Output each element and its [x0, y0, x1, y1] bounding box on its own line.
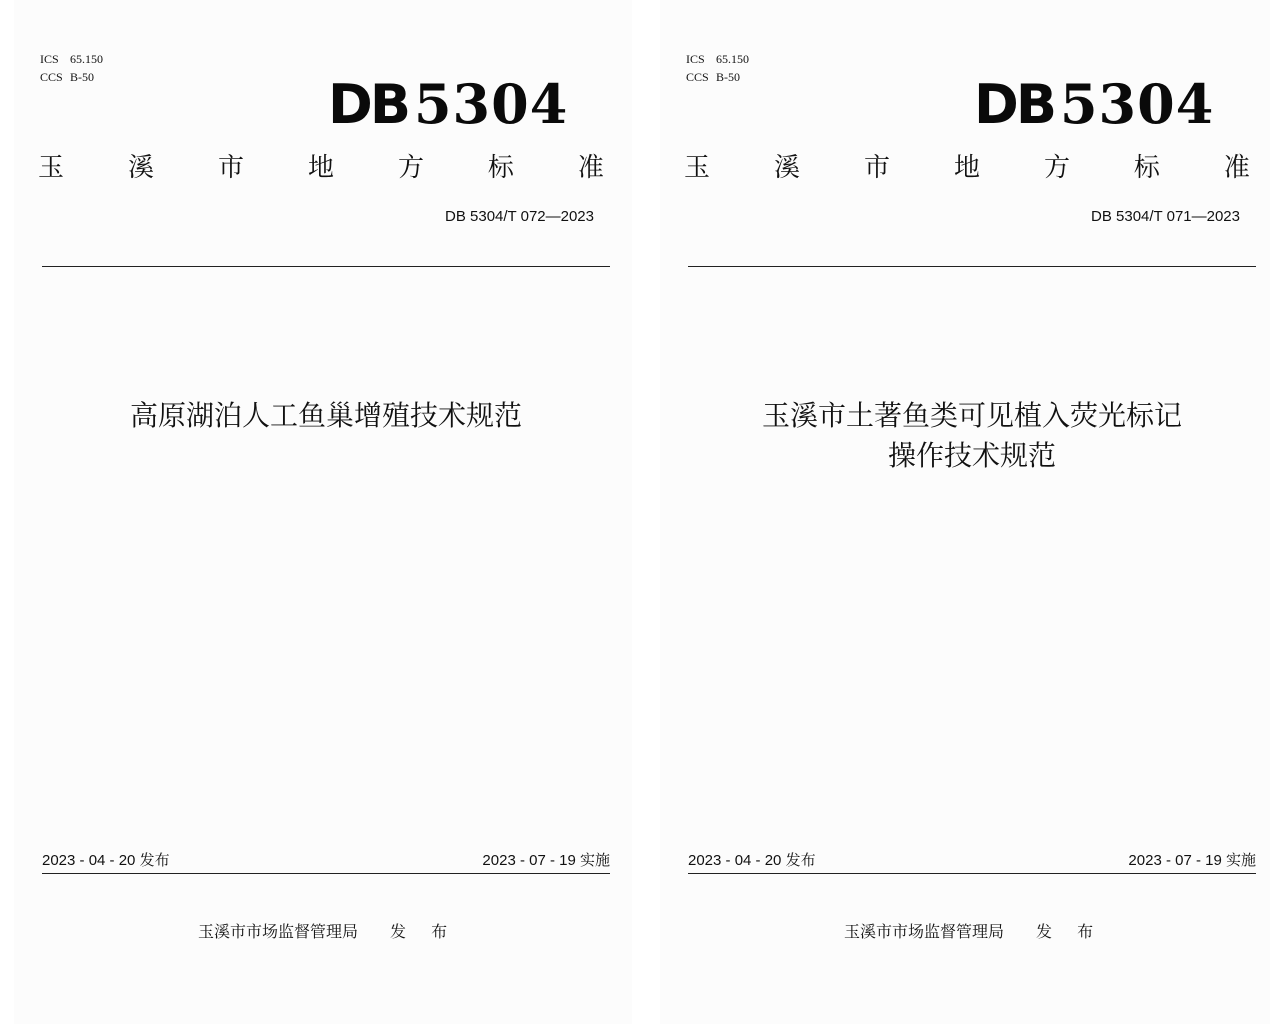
local-standard-heading — [38, 148, 604, 188]
divider-bottom — [688, 873, 1256, 874]
logo-prefix: DB — [974, 73, 1054, 136]
effective-date: 2023 - 07 - 19 实施 — [482, 852, 610, 869]
heading-char: 玉 — [684, 153, 711, 183]
publish-label: 发 布 — [390, 922, 458, 941]
publish-label: 发 布 — [1036, 922, 1104, 941]
local-standard-heading — [684, 148, 1250, 188]
ics-label: ICS — [686, 52, 705, 66]
standard-number: DB 5304/T 072—2023 — [445, 208, 594, 225]
ccs-value: B-50 — [70, 70, 94, 84]
heading-char: 方 — [1043, 153, 1070, 183]
heading-char: 市 — [217, 153, 244, 183]
logo-prefix: DB — [328, 73, 408, 136]
title-line-1: 高原湖泊人工鱼巢增殖技术规范 — [129, 399, 522, 432]
heading-char: 市 — [863, 153, 890, 183]
ics-label: ICS — [40, 52, 59, 66]
classification-codes — [40, 50, 103, 86]
standard-number: DB 5304/T 071—2023 — [1091, 208, 1240, 225]
effective-date: 2023 - 07 - 19 实施 — [1128, 852, 1256, 869]
heading-char: 溪 — [773, 153, 800, 183]
release-date: 2023 - 04 - 20 发布 — [42, 852, 170, 869]
title-line-1: 玉溪市土著鱼类可见植入荧光标记 — [761, 399, 1182, 432]
heading-char: 地 — [953, 153, 980, 183]
title-line-2: 操作技术规范 — [887, 439, 1056, 472]
issuer-name: 玉溪市市场监督管理局 — [198, 922, 359, 941]
heading-char: 溪 — [127, 153, 154, 183]
heading-char: 方 — [397, 153, 424, 183]
standard-cover-left — [14, 0, 632, 1024]
heading-char: 准 — [577, 153, 604, 183]
document-title — [42, 396, 610, 436]
divider-top — [688, 266, 1256, 267]
db-logo — [328, 72, 568, 137]
heading-char: 标 — [487, 153, 514, 183]
classification-codes — [686, 50, 749, 86]
ccs-value: B-50 — [716, 70, 740, 84]
logo-code: 5304 — [1059, 72, 1215, 136]
divider-top — [42, 266, 610, 267]
release-date: 2023 - 04 - 20 发布 — [688, 852, 816, 869]
db-logo — [974, 72, 1214, 137]
ics-value: 65.150 — [716, 52, 749, 66]
ics-value: 65.150 — [70, 52, 103, 66]
issuer-line — [198, 920, 457, 944]
issuer-line — [844, 920, 1103, 944]
logo-code: 5304 — [413, 72, 569, 136]
date-row — [688, 850, 1256, 872]
heading-char: 标 — [1133, 153, 1160, 183]
issuer-name: 玉溪市市场监督管理局 — [844, 922, 1005, 941]
heading-char: 地 — [307, 153, 334, 183]
heading-char: 玉 — [38, 153, 65, 183]
heading-char: 准 — [1223, 153, 1250, 183]
ccs-label: CCS — [40, 70, 63, 84]
date-row — [42, 850, 610, 872]
divider-bottom — [42, 873, 610, 874]
standard-cover-right — [660, 0, 1270, 1024]
document-title — [688, 396, 1256, 476]
ccs-label: CCS — [686, 70, 709, 84]
